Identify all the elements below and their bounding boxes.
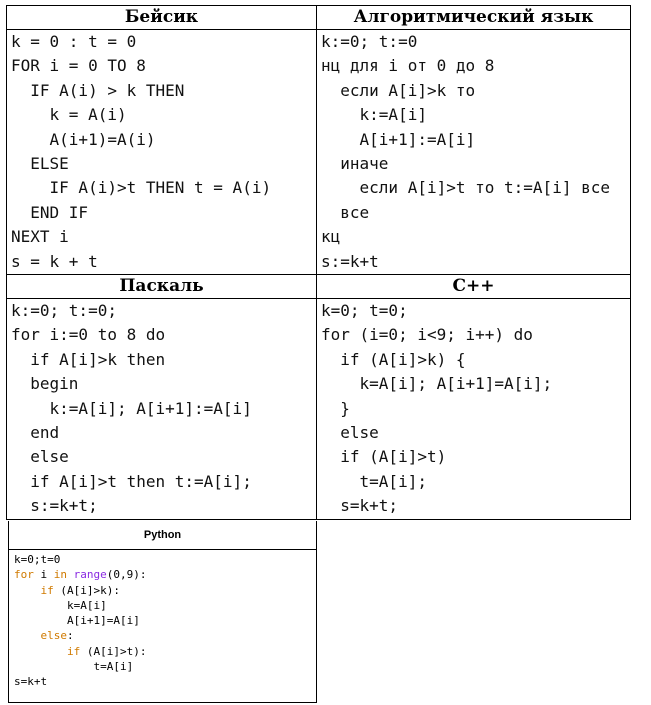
cpp-line: s=k+t;	[321, 496, 399, 516]
algo-line: A[i+1]:=A[i]	[321, 129, 476, 149]
header-pascal: Паскаль	[7, 275, 317, 299]
basic-line: A(i+1)=A(i)	[11, 129, 156, 149]
python-block	[8, 521, 317, 703]
python-text: t=A[i]	[14, 660, 134, 674]
algo-line: если A[i]>k то	[321, 80, 476, 100]
python-text: (A[i]>k):	[53, 583, 120, 597]
pascal-line: if A[i]>k then	[11, 349, 166, 369]
algo-line: иначе	[321, 153, 389, 173]
algo-line: кц	[321, 227, 341, 247]
python-keyword: else	[40, 629, 67, 643]
python-text: k=A[i]	[14, 598, 107, 612]
basic-line: NEXT i	[11, 227, 69, 247]
algorithmic-code-block	[317, 30, 631, 275]
cpp-line: for (i=0; i<9; i++) do	[321, 325, 533, 345]
python-line	[14, 674, 316, 689]
cpp-line: t=A[i];	[321, 471, 427, 491]
cpp-line: if (A[i]>k) {	[321, 349, 466, 369]
cpp-line: }	[321, 398, 350, 418]
algo-line: k:=0; t:=0	[321, 32, 418, 51]
basic-code-block	[7, 30, 317, 275]
basic-line: END IF	[11, 202, 89, 222]
python-text: k=0;t=0	[14, 553, 61, 566]
python-line	[14, 552, 316, 567]
python-text	[67, 568, 74, 581]
header-cpp: C++	[317, 275, 631, 299]
python-text: (0,9):	[106, 568, 147, 582]
code-comparison-table	[6, 5, 631, 520]
algo-line: нц для i от 0 до 8	[321, 56, 495, 76]
cpp-line: k=0; t=0;	[321, 301, 408, 320]
header-algorithmic: Алгоритмический язык	[317, 6, 631, 30]
pascal-line: else	[11, 447, 69, 467]
pascal-line: end	[11, 422, 60, 442]
python-keyword: if	[40, 583, 54, 597]
python-line	[14, 659, 316, 674]
algo-line: все	[321, 202, 370, 222]
python-builtin: range	[73, 568, 107, 582]
pascal-line: if A[i]>t then t:=A[i];	[11, 471, 252, 491]
python-line	[14, 613, 316, 628]
pascal-line: k:=A[i]; A[i+1]:=A[i]	[11, 398, 252, 418]
algo-line: s:=k+t	[321, 251, 379, 271]
pascal-code-block	[7, 299, 317, 520]
python-line	[14, 567, 316, 582]
basic-line: k = A(i)	[11, 105, 127, 125]
python-indent	[14, 584, 41, 597]
python-line	[14, 598, 316, 613]
pascal-line: for i:=0 to 8 do	[11, 325, 166, 345]
pascal-line: s:=k+t;	[11, 496, 98, 516]
python-text: i	[33, 568, 54, 582]
algo-line: если A[i]>t то t:=A[i] все	[321, 178, 610, 198]
python-line	[14, 644, 316, 659]
python-line	[14, 628, 316, 643]
python-line	[14, 583, 316, 598]
basic-line: k = 0 : t = 0	[11, 32, 137, 51]
basic-line: FOR i = 0 TO 8	[11, 56, 146, 76]
cpp-line: else	[321, 422, 379, 442]
python-keyword: if	[66, 644, 81, 658]
pascal-line: k:=0; t:=0;	[11, 301, 117, 320]
python-code	[9, 550, 316, 690]
basic-line: s = k + t	[11, 251, 98, 271]
basic-line: ELSE	[11, 153, 69, 173]
header-python: Python	[9, 521, 316, 550]
python-keyword: for	[14, 568, 34, 582]
cpp-line: k=A[i]; A[i+1]=A[i];	[321, 374, 553, 394]
algo-line: k:=A[i]	[321, 105, 427, 125]
cpp-code-block	[317, 299, 631, 520]
basic-line: IF A(i) > k THEN	[11, 80, 185, 100]
basic-line: IF A(i)>t THEN t = A(i)	[11, 178, 272, 198]
python-text: :	[67, 629, 74, 643]
pascal-line: begin	[11, 374, 79, 394]
python-keyword: in	[53, 568, 67, 582]
python-indent	[14, 629, 41, 642]
header-basic: Бейсик	[7, 6, 317, 30]
python-text: s=k+t	[14, 675, 48, 689]
python-text: (A[i]>t):	[80, 644, 147, 658]
python-text: A[i+1]=A[i]	[14, 614, 140, 628]
cpp-line: if (A[i]>t)	[321, 447, 447, 467]
python-indent	[14, 645, 67, 658]
